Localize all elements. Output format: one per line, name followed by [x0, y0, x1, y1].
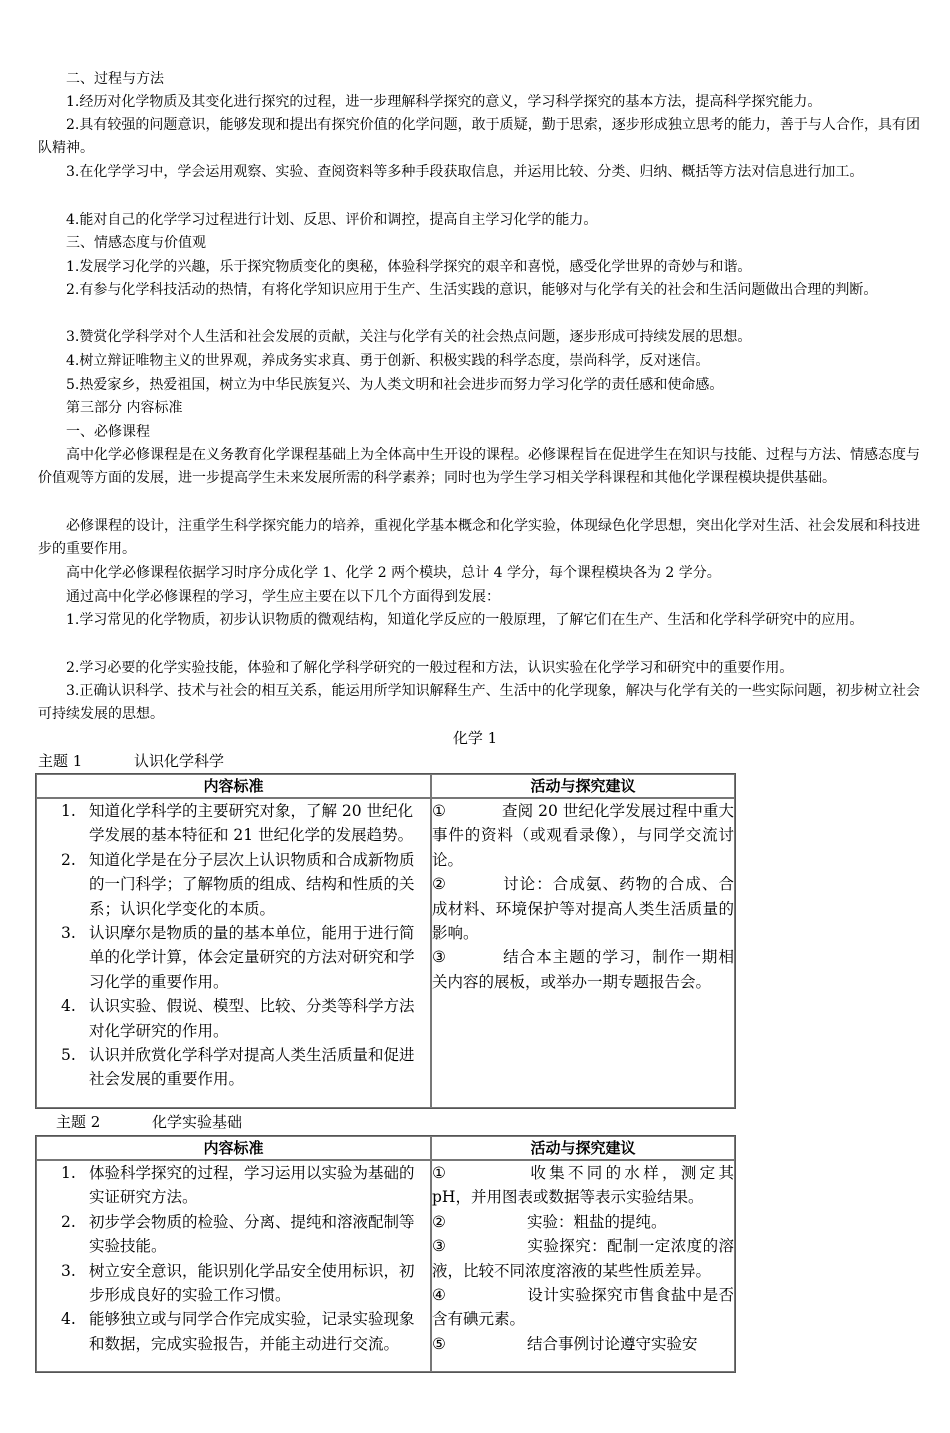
- list-item: 3. 树立安全意识，能识别化学品安全使用标识，初步形成良好的实验工作习惯。: [61, 1261, 415, 1305]
- list-item: 4. 认识实验、假说、模型、比较、分类等科学方法对化学研究的作用。: [61, 997, 415, 1040]
- required-para-3: 高中化学必修课程依据学习时序分成化学 1、化学 2 两个模块，总计 4 学分，每个课程模块各为 2 学分。: [66, 565, 721, 581]
- activity-item: ③ 结合本主题的学习，制作一期相关内容的展板，或举办一期专题报告会。: [432, 948, 734, 991]
- emotion-heading: 三、情感态度与价值观: [66, 235, 206, 251]
- list-item: 5. 认识并欣赏化学科学对提高人类生活质量和促进社会发展的重要作用。: [61, 1046, 415, 1089]
- topic1-col-activity: 活动与探究建议: [431, 774, 735, 798]
- process-item-3: 3.在化学学习中，学会运用观察、实验、查阅资料等多种手段获取信息，并运用比较、分类、归纳、概括等方法对信息进行加工。: [66, 164, 864, 180]
- process-item-4: 4.能对自己的化学学习过程进行计划、反思、评价和调控，提高自主学习化学的能力。: [66, 212, 598, 228]
- emotion-item-1: 1.发展学习化学的兴趣，乐于探究物质变化的奥秘，体验科学探究的艰辛和喜悦，感受化学世界的奇妙与和谐。: [66, 259, 752, 275]
- topic1-heading: [38, 751, 224, 771]
- required-para-2: 必修课程的设计，注重学生科学探究能力的培养，重视化学基本概念和化学实验，体现绿色化学思想，突出化学对生活、社会发展和科技进步的重要作用。: [38, 518, 920, 558]
- emotion-item-5: 5.热爱家乡，热爱祖国，树立为中华民族复兴、为人类文明和社会进步而努力学习化学的责任感和使命感。: [66, 377, 724, 393]
- topic1-standards-cell: [36, 798, 431, 1108]
- topic2-table: [35, 1135, 736, 1373]
- emotion-item-3: 3.赞赏化学科学对个人生活和社会发展的贡献，关注与化学有关的社会热点问题，逐步形成可持续发展的思想。: [66, 329, 752, 345]
- list-item: 4. 能够独立或与同学合作完成实验，记录实验现象和数据，完成实验报告，并能主动进行交流。: [61, 1310, 415, 1353]
- topic2-standards-cell: [36, 1160, 431, 1372]
- list-item: 1. 体验科学探究的过程，学习运用以实验为基础的实证研究方法。: [61, 1164, 415, 1207]
- list-item: 2. 初步学会物质的检验、分离、提纯和溶液配制等实验技能。: [61, 1212, 415, 1256]
- activity-item: ① 查阅 20 世纪化学发展过程中重大事件的资料（或观看录像），与同学交流讨论。: [432, 802, 734, 869]
- topic2-activities-cell: [431, 1160, 735, 1372]
- activity-item: ① 收集不同的水样，测定其 pH，并用图表或数据等表示实验结果。: [432, 1164, 734, 1207]
- list-item: 2. 知道化学是在分子层次上认识物质和合成新物质的一门科学；了解物质的组成、结构和性质的关系；认识化学变化的本质。: [61, 850, 415, 918]
- list-item: 1. 知道化学科学的主要研究对象，了解 20 世纪化学发展的基本特征和 21 世纪化学的发展趋势。: [61, 802, 414, 845]
- topic1-table: [35, 773, 736, 1109]
- process-item-1: 1.经历对化学物质及其变化进行探究的过程，进一步理解科学探究的意义，学习科学探究的基本方法，提高科学探究能力。: [66, 94, 822, 110]
- module-title: 化学 1: [452, 729, 498, 747]
- topic2-heading: [56, 1112, 242, 1132]
- activity-item: ③ 实验探究：配制一定浓度的溶液，比较不同浓度溶液的某些性质差异。: [432, 1237, 734, 1280]
- activity-item: ⑤ 结合事例讨论遵守实验安: [432, 1334, 698, 1353]
- process-heading: 二、过程与方法: [66, 71, 164, 87]
- required-heading: 一、必修课程: [66, 424, 150, 440]
- topic1-activities-cell: [431, 798, 735, 1108]
- topic2-col-content: 内容标准: [36, 1136, 431, 1160]
- activity-item: ② 讨论：合成氨、药物的合成、合成材料、环境保护等对提高人类生活质量的影响。: [432, 875, 734, 943]
- part3-heading: 第三部分 内容标准: [66, 400, 183, 416]
- process-item-2: 2.具有较强的问题意识，能够发现和提出有探究价值的化学问题，敢于质疑，勤于思索，逐步形成独立思考的能力，善于与人合作，具有团队精神。: [38, 117, 920, 157]
- topic2-name: 化学实验基础: [152, 1113, 243, 1131]
- required-para-4: 通过高中化学必修课程的学习，学生应主要在以下几个方面得到发展：: [66, 589, 500, 605]
- required-para-5: 1.学习常见的化学物质，初步认识物质的微观结构，知道化学反应的一般原理，了解它们在生产、生活和化学科学研究中的应用。: [66, 612, 864, 628]
- activity-item: ④ 设计实验探究市售食盐中是否含有碘元素。: [432, 1286, 734, 1329]
- list-item: 3. 认识摩尔是物质的量的基本单位，能用于进行简单的化学计算，体会定量研究的方法对研究和学习化学的重要作用。: [61, 924, 415, 991]
- topic1-standards-list: [37, 799, 430, 1092]
- emotion-item-4: 4.树立辩证唯物主义的世界观，养成务实求真、勇于创新、积极实践的科学态度，崇尚科学，反对迷信。: [66, 353, 710, 369]
- topic2-label: 主题 2: [56, 1113, 101, 1131]
- topic2-standards-list: [37, 1161, 430, 1356]
- topic2-col-activity: 活动与探究建议: [431, 1136, 735, 1160]
- activity-item: ② 实验：粗盐的提纯。: [432, 1212, 667, 1231]
- required-para-1: 高中化学必修课程是在义务教育化学课程基础上为全体高中生开设的课程。必修课程旨在促进学生在知识与技能、过程与方法、情感态度与价值观等方面的发展，进一步提高学生未来发展所需的科学素养；同时也为学生学习相关学科课程和其他化学课程模块提供基础。: [38, 447, 920, 487]
- emotion-item-2: 2.有参与化学科技活动的热情，有将化学知识应用于生产、生活实践的意识，能够对与化学有关的社会和生活问题做出合理的判断。: [66, 282, 878, 298]
- required-para-6: 2.学习必要的化学实验技能，体验和了解化学科学研究的一般过程和方法，认识实验在化学学习和研究中的重要作用。: [66, 660, 794, 676]
- topic1-name: 认识化学科学: [134, 752, 225, 770]
- topic1-col-content: 内容标准: [36, 774, 431, 798]
- required-para-7: 3.正确认识科学、技术与社会的相互关系，能运用所学知识解释生产、生活中的化学现象，解决与化学有关的一些实际问题，初步树立社会可持续发展的思想。: [38, 683, 920, 723]
- topic1-label: 主题 1: [38, 752, 83, 770]
